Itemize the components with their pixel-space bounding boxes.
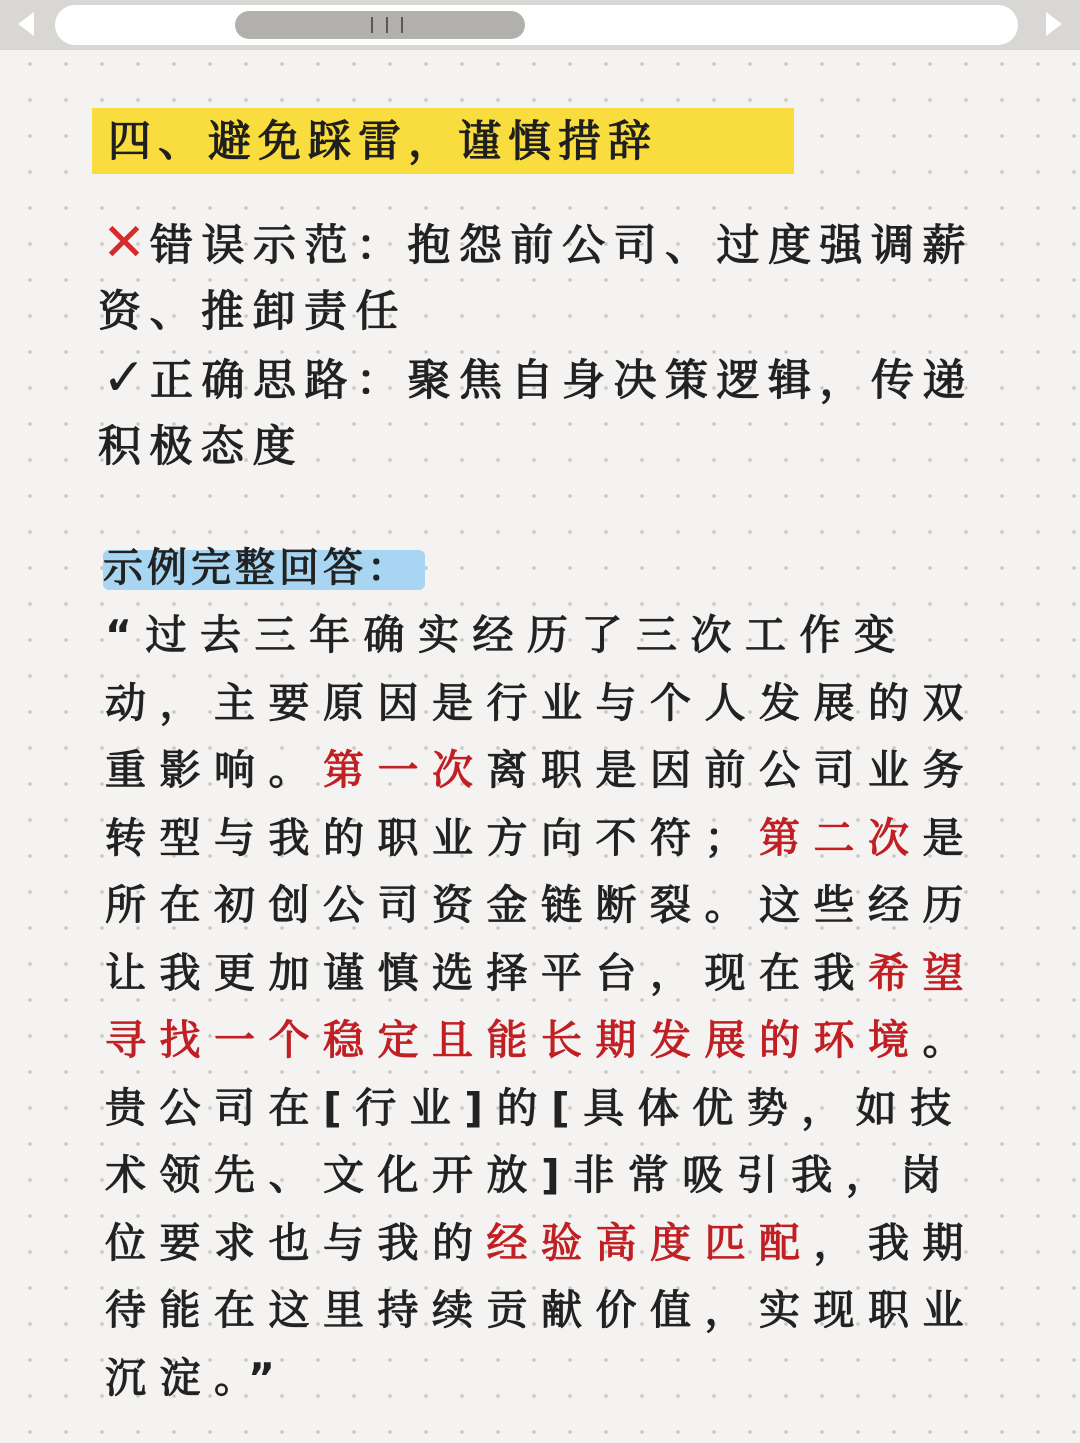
- example-label-wrap: [103, 540, 411, 600]
- answer-text: 离职是因前公司业务转型与我的职业方向不符；: [105, 746, 977, 862]
- answer-emphasis: 希望寻找一个稳定且能长期发展的环境: [105, 948, 977, 1064]
- browser-toolbar: [0, 0, 1080, 50]
- grip-line-icon: [401, 17, 403, 33]
- tips-block: [98, 210, 998, 480]
- check-icon: ✓: [102, 348, 146, 408]
- cross-icon: ✕: [102, 213, 146, 273]
- address-bar[interactable]: [55, 5, 1018, 45]
- answer-emphasis: 第一次: [323, 746, 487, 794]
- answer-emphasis: 经验高度匹配: [486, 1218, 814, 1267]
- right-approach-line: [98, 345, 998, 480]
- answer-text: ，我期待能在这里持续贡献价值，实现职业沉淀。”: [105, 1218, 977, 1402]
- grip-line-icon: [371, 17, 373, 33]
- answer-text: 是所在初创公司资金链断裂。这些经历让我更加谨慎选择平台，现在我: [105, 813, 977, 997]
- answer-text: 。贵公司在[行业]的[具体优势，如技术领先、文化开放]非常吸引我，岗位要求也与我的: [105, 1016, 977, 1267]
- wrong-example-text: 错误示范：抱怨前公司、过度强调薪资、推卸责任: [98, 221, 974, 337]
- back-arrow-icon[interactable]: [18, 12, 34, 36]
- example-label: 示例完整回答：: [103, 545, 411, 591]
- section-heading: 四、避免踩雷，谨慎措辞: [108, 117, 658, 167]
- grip-line-icon: [386, 17, 388, 33]
- example-answer: [105, 602, 985, 1412]
- right-approach-text: 正确思路：聚焦自身决策逻辑，传递积极态度: [98, 356, 974, 472]
- scroll-handle[interactable]: [235, 11, 525, 39]
- wrong-example-line: [98, 210, 998, 345]
- forward-arrow-icon[interactable]: [1046, 12, 1062, 36]
- answer-text: “过去三年确实经历了三次工作变动，主要原因是行业与个人发展的双重影响。: [105, 611, 977, 794]
- answer-emphasis: 第二次: [759, 813, 923, 862]
